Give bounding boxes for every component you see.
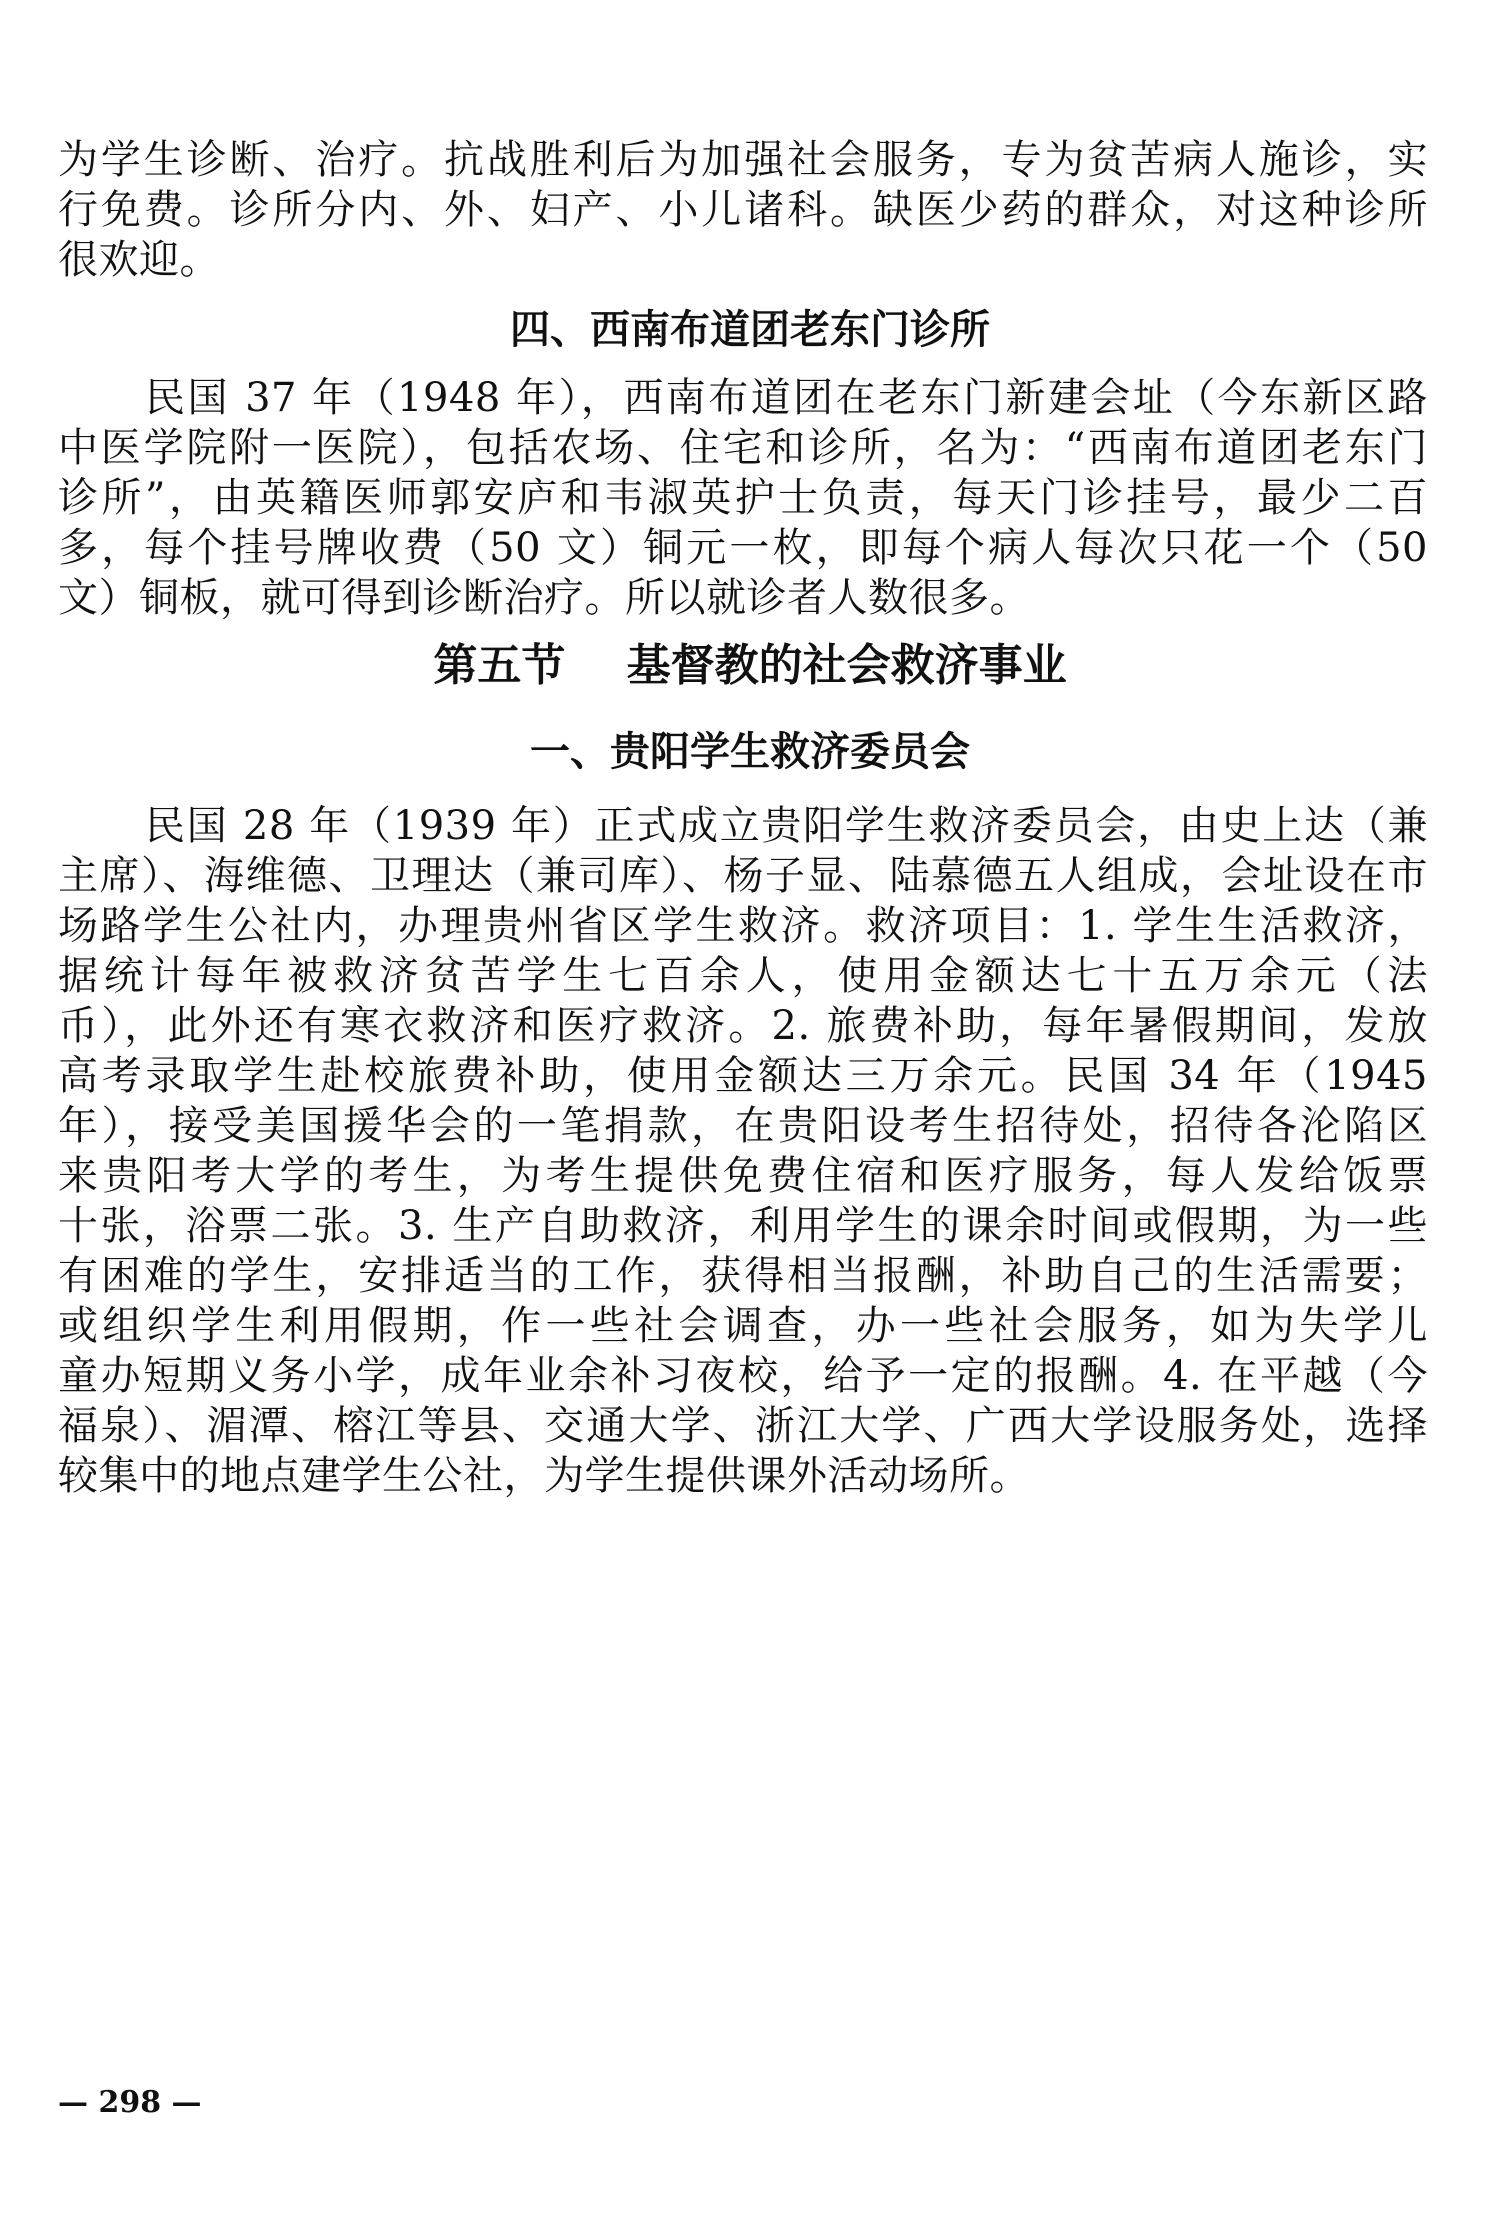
intro-line-2: 行免费。诊所分内、外、妇产、小儿诸科。缺医少药的群众，对这种诊所: [58, 187, 1428, 233]
page-number: — 298 —: [58, 2085, 202, 2120]
relief-line-10: 有困难的学生，安排适当的工作，获得相当报酬，补助自己的生活需要；: [58, 1253, 1428, 1299]
relief-line-11: 或组织学生利用假期，作一些社会调查，办一些社会服务，如为失学儿: [58, 1303, 1428, 1349]
clinic-line-3: 诊所”，由英籍医师郭安庐和韦淑英护士负责，每天门诊挂号，最少二百: [58, 475, 1428, 521]
section-title: 第五节 基督教的社会救济事业: [433, 640, 1067, 691]
clinic-line-4: 多，每个挂号牌收费（50 文）铜元一枚，即每个病人每次只花一个（50: [58, 525, 1428, 571]
clinic-line-1: 民国 37 年（1948 年），西南布道团在老东门新建会址（今东新区路: [145, 375, 1428, 421]
relief-line-7: 年），接受美国援华会的一笔捐款，在贵阳设考生招待处，招待各沦陷区: [58, 1103, 1428, 1149]
relief-line-5: 币），此外还有寒衣救济和医疗救济。2. 旅费补助，每年暑假期间，发放: [58, 1003, 1428, 1049]
heading-student-relief: 一、贵阳学生救济委员会: [530, 729, 970, 775]
clinic-line-5: 文）铜板，就可得到诊断治疗。所以就诊者人数很多。: [58, 575, 1030, 621]
relief-line-12: 童办短期义务小学，成年业余补习夜校，给予一定的报酬。4. 在平越（今: [58, 1353, 1428, 1399]
relief-line-14: 较集中的地点建学生公社，为学生提供课外活动场所。: [58, 1453, 1030, 1499]
relief-line-1: 民国 28 年（1939 年）正式成立贵阳学生救济委员会，由史上达（兼: [145, 803, 1428, 849]
relief-line-2: 主席）、海维德、卫理达（兼司库）、杨子显、陆慕德五人组成，会址设在市: [58, 853, 1428, 899]
relief-line-3: 场路学生公社内，办理贵州省区学生救济。救济项目：1. 学生生活救济，: [58, 903, 1428, 949]
heading-clinic: 四、西南布道团老东门诊所: [510, 307, 990, 353]
intro-line-3: 很欢迎。: [58, 237, 220, 283]
relief-line-9: 十张，浴票二张。3. 生产自助救济，利用学生的课余时间或假期，为一些: [58, 1203, 1428, 1249]
relief-line-13: 福泉）、湄潭、榕江等县、交通大学、浙江大学、广西大学设服务处，选择: [58, 1403, 1428, 1449]
relief-line-8: 来贵阳考大学的考生，为考生提供免费住宿和医疗服务，每人发给饭票: [58, 1153, 1428, 1199]
relief-line-4: 据统计每年被救济贫苦学生七百余人，使用金额达七十五万余元（法: [58, 953, 1428, 999]
relief-line-6: 高考录取学生赴校旅费补助，使用金额达三万余元。民国 34 年（1945: [58, 1053, 1428, 1099]
intro-line-1: 为学生诊断、治疗。抗战胜利后为加强社会服务，专为贫苦病人施诊，实: [58, 137, 1428, 183]
clinic-line-2: 中医学院附一医院），包括农场、住宅和诊所，名为：“西南布道团老东门: [58, 425, 1428, 471]
